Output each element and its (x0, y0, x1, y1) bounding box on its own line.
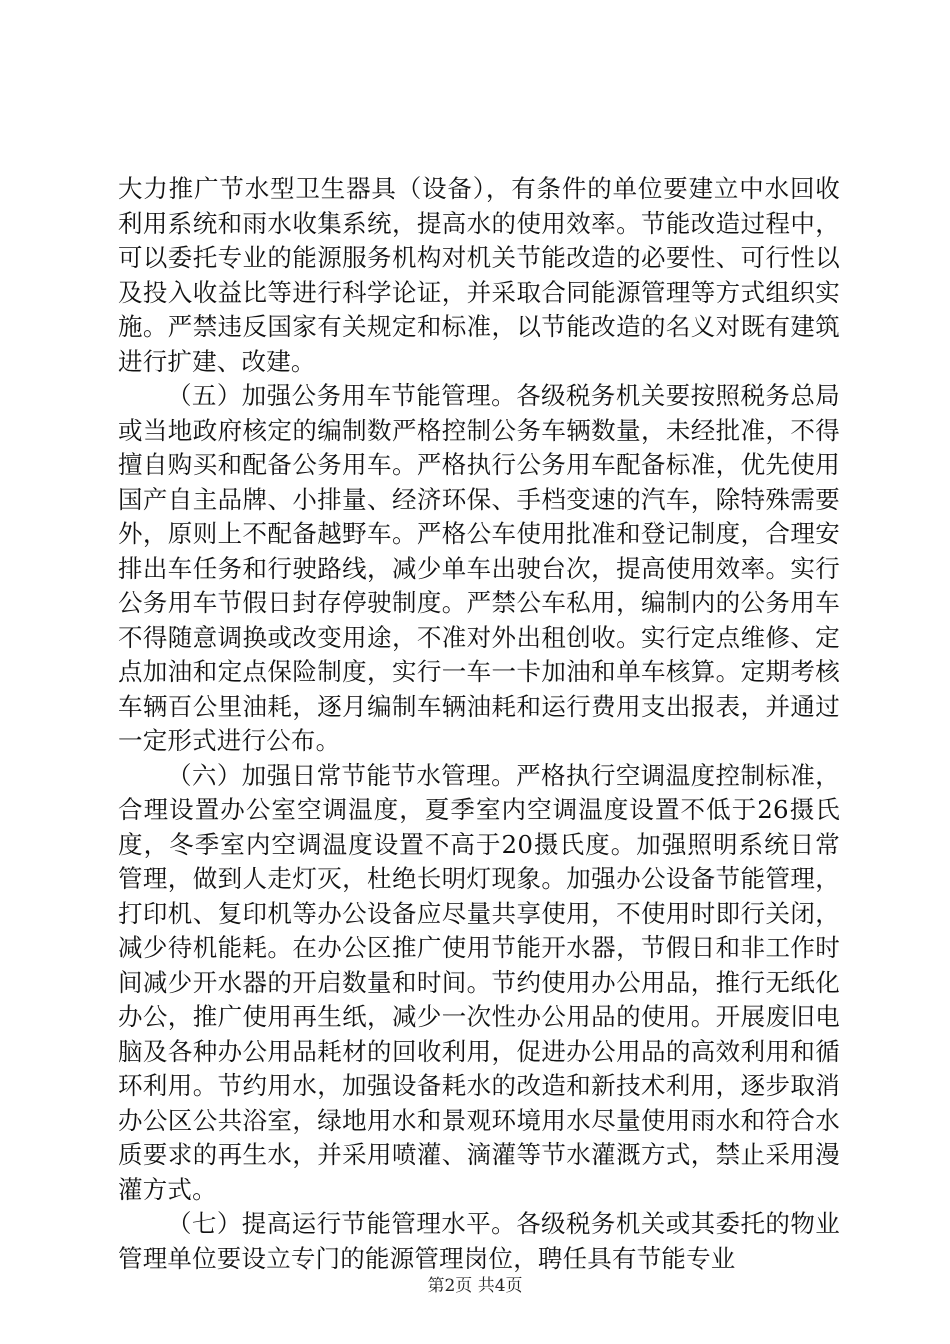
page-number-footer: 第2页 共4页 (427, 1276, 523, 1296)
paragraph-2: （五）加强公务用车节能管理。各级税务机关要按照税务总局或当地政府核定的编制数严格控制公务车辆数量，未经批准，不得擅自购买和配备公务用车。严格执行公务用车配备标准，优先使用国产自主品牌、小排量、经济环保、手档变速的汽车，除特殊需要外，原则上不配备越野车。严格公车使用批准和登记制度，合理安排出车任务和行驶路线，减少单车出驶台次，提高使用效率。实行公务用车节假日封存停驶制度。严禁公车私用，编制内的公务用车不得随意调换或改变用途，不准对外出租创收。实行定点维修、定点加油和定点保险制度，实行一车一卡加油和单车核算。定期考核车辆百公里油耗，逐月编制车辆油耗和运行费用支出报表，并通过一定形式进行公布。 (118, 381, 840, 755)
paragraph-1: 大力推广节水型卫生器具（设备），有条件的单位要建立中水回收利用系统和雨水收集系统，提高水的使用效率。节能改造过程中，可以委托专业的能源服务机构对机关节能改造的必要性、可行性以及投入收益比等进行科学论证，并采取合同能源管理等方式组织实施。严禁违反国家有关规定和标准，以节能改造的名义对既有建筑进行扩建、改建。 (118, 174, 840, 376)
document-body (118, 172, 840, 1276)
paragraph-4: （七）提高运行节能管理水平。各级税务机关或其委托的物业管理单位要设立专门的能源管理岗位，聘任具有节能专业 (118, 1209, 840, 1273)
paragraph-3: （六）加强日常节能节水管理。严格执行空调温度控制标准，合理设置办公室空调温度，夏季室内空调温度设置不低于26摄氏度，冬季室内空调温度设置不高于20摄氏度。加强照明系统日常管理，做到人走灯灭，杜绝长明灯现象。加强办公设备节能管理，打印机、复印机等办公设备应尽量共享使用，不使用时即行关闭，减少待机能耗。在办公区推广使用节能开水器，节假日和非工作时间减少开水器的开启数量和时间。节约使用办公用品，推行无纸化办公，推广使用再生纸，减少一次性办公用品的使用。开展废旧电脑及各种办公用品耗材的回收利用，促进办公用品的高效利用和循环利用。节约用水，加强设备耗水的改造和新技术利用，逐步取消办公区公共浴室，绿地用水和景观环境用水尽量使用雨水和符合水质要求的再生水，并采用喷灌、滴灌等节水灌溉方式，禁止采用漫灌方式。 (118, 760, 840, 1204)
